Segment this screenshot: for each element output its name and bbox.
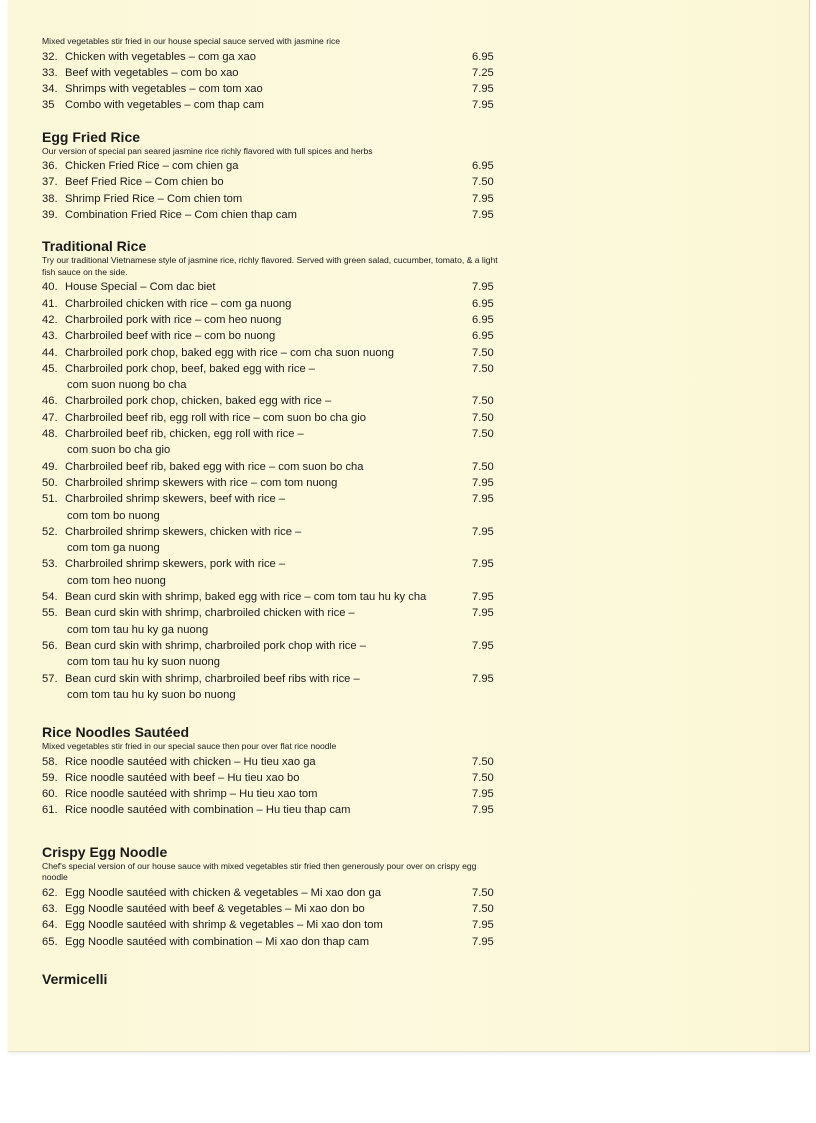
item-name <box>65 410 512 426</box>
item-price: 7.95 <box>472 525 494 538</box>
item-price: 7.50 <box>472 903 494 916</box>
item-number: 45. <box>42 362 58 375</box>
item-name-continued: com tom bo nuong <box>67 509 160 522</box>
item-name-text: Bean curd skin with shrimp, charbroiled pork chop with rice – <box>65 639 366 652</box>
menu-item <box>42 524 512 557</box>
item-price: 7.95 <box>472 591 494 604</box>
menu-item <box>42 393 512 409</box>
item-name-text: Combo with vegetables – com thap cam <box>65 99 264 112</box>
item-name <box>65 901 512 917</box>
item-name <box>65 158 512 174</box>
item-price: 7.95 <box>472 639 494 652</box>
item-number: 40. <box>42 281 58 294</box>
item-name-text: Charbroiled beef rib, chicken, egg roll with rice – <box>65 428 304 441</box>
item-price: 6.95 <box>472 330 494 343</box>
menu-item <box>42 459 512 475</box>
item-price: 7.95 <box>472 209 494 222</box>
item-price: 7.95 <box>472 493 494 506</box>
item-name-text: Charbroiled pork chop, chicken, baked egg with rice – <box>65 395 332 408</box>
section-title: Crispy Egg Noodle <box>42 843 168 860</box>
item-name <box>65 97 512 113</box>
item-number: 61. <box>42 804 58 817</box>
menu-item <box>42 296 512 312</box>
menu-item <box>42 410 512 426</box>
item-number: 63. <box>42 903 58 916</box>
section-description: Chef's special version of our house sauce with mixed vegetables stir fried then generously pour over on crispy egg noodle <box>42 860 477 883</box>
item-number: 58. <box>42 755 58 768</box>
item-number: 32. <box>42 50 58 63</box>
menu-item <box>42 345 512 361</box>
item-name-text: Bean curd skin with shrimp, baked egg with rice – com tom tau hu ky cha <box>65 591 427 604</box>
section-vermicelli <box>42 970 512 988</box>
section-title: Rice Noodles Sautéed <box>42 724 190 741</box>
item-price: 7.95 <box>472 672 494 685</box>
item-number: 65. <box>42 935 58 948</box>
item-name <box>65 345 512 361</box>
item-name <box>65 296 512 312</box>
menu-item <box>42 49 512 65</box>
menu-item <box>42 426 512 459</box>
item-name-text: Egg Noodle sautéed with combination – Mi xao don thap cam <box>65 935 370 948</box>
menu-item <box>42 802 512 818</box>
item-price: 7.50 <box>472 346 494 359</box>
item-price: 7.95 <box>472 281 494 294</box>
item-number: 48. <box>42 428 58 441</box>
menu-item <box>42 97 512 113</box>
menu-item <box>42 312 512 328</box>
section-title: Vermicelli <box>42 970 108 987</box>
menu-item <box>42 475 512 491</box>
item-number: 64. <box>42 919 58 932</box>
item-name-text: Bean curd skin with shrimp, charbroiled chicken with rice – <box>65 607 355 620</box>
menu-item <box>42 917 512 933</box>
item-name <box>65 491 512 524</box>
item-name-text: Egg Noodle sautéed with chicken & vegetables – Mi xao don ga <box>65 886 381 899</box>
section-title: Egg Fried Rice <box>42 128 141 145</box>
item-name <box>65 885 512 901</box>
menu-item <box>42 207 512 223</box>
item-number: 38. <box>42 192 58 205</box>
item-price: 7.50 <box>472 755 494 768</box>
item-price: 6.95 <box>472 160 494 173</box>
item-number: 36. <box>42 160 58 173</box>
menu-item <box>42 491 512 524</box>
item-number: 60. <box>42 788 58 801</box>
section-crispy-egg-noodle <box>42 843 512 950</box>
menu-item <box>42 786 512 802</box>
menu-page <box>42 36 512 988</box>
section-description: Our version of special pan seared jasmine rice richly flavored with full spices and herbs <box>42 145 373 156</box>
item-number: 54. <box>42 591 58 604</box>
menu-item <box>42 328 512 344</box>
item-name-text: Charbroiled shrimp skewers, pork with rice – <box>65 558 286 571</box>
menu-item <box>42 901 512 917</box>
item-number: 46. <box>42 395 58 408</box>
item-name <box>65 934 512 950</box>
item-price: 6.95 <box>472 297 494 310</box>
item-price: 7.25 <box>472 66 494 79</box>
item-price: 7.50 <box>472 460 494 473</box>
item-name <box>65 524 512 557</box>
section-description: Mixed vegetables stir fried in our special sauce then pour over flat rice noodle <box>42 741 337 752</box>
item-name-text: House Special – Com dac biet <box>65 281 216 294</box>
item-price: 6.95 <box>472 313 494 326</box>
item-name-continued: com tom tau hu ky ga nuong <box>67 623 209 636</box>
item-name-text: Charbroiled pork chop, baked egg with rice – com cha suon nuong <box>65 346 394 359</box>
item-number: 59. <box>42 771 58 784</box>
menu-item <box>42 934 512 950</box>
item-name <box>65 393 512 409</box>
item-name-text: Beef with vegetables – com bo xao <box>65 66 239 79</box>
item-price: 7.95 <box>472 558 494 571</box>
menu-item <box>42 589 512 605</box>
item-name-continued: com tom tau hu ky suon bo nuong <box>67 688 236 701</box>
item-name-continued: com tom tau hu ky suon nuong <box>67 656 220 669</box>
menu-item <box>42 158 512 174</box>
menu-item <box>42 770 512 786</box>
menu-item <box>42 885 512 901</box>
menu-item <box>42 65 512 81</box>
item-price: 7.95 <box>472 99 494 112</box>
item-price: 7.95 <box>472 192 494 205</box>
item-name <box>65 312 512 328</box>
item-number: 33. <box>42 66 58 79</box>
menu-item <box>42 638 512 671</box>
item-name-text: Rice noodle sautéed with combination – Hu tieu thap cam <box>65 804 351 817</box>
item-price: 7.50 <box>472 886 494 899</box>
menu-item <box>42 605 512 638</box>
item-name <box>65 328 512 344</box>
item-price: 6.95 <box>472 50 494 63</box>
item-name-text: Charbroiled chicken with rice – com ga nuong <box>65 297 292 310</box>
section-description: Try our traditional Vietnamese style of jasmine rice, richly flavored. Served with green salad, cucumber, tomato, & a light fish sauce on the side. <box>42 255 498 277</box>
item-name <box>65 556 512 589</box>
item-name <box>65 802 512 818</box>
item-name <box>65 754 512 770</box>
item-name-text: Shrimp Fried Rice – Com chien tom <box>65 192 243 205</box>
item-name <box>65 49 512 65</box>
item-name-text: Rice noodle sautéed with beef – Hu tieu xao bo <box>65 771 300 784</box>
item-price: 7.95 <box>472 935 494 948</box>
item-name-text: Chicken Fried Rice – com chien ga <box>65 160 239 173</box>
item-name-continued: com tom ga nuong <box>67 542 160 555</box>
item-number: 53. <box>42 558 58 571</box>
item-number: 44. <box>42 346 58 359</box>
item-name <box>65 589 512 605</box>
item-number: 43. <box>42 330 58 343</box>
item-number: 50. <box>42 476 58 489</box>
item-name-text: Egg Noodle sautéed with beef & vegetables – Mi xao don bo <box>65 903 365 916</box>
item-name <box>65 638 512 671</box>
section-egg-fried-rice <box>42 128 512 224</box>
menu-item <box>42 174 512 190</box>
item-price: 7.50 <box>472 771 494 784</box>
section-rice-with-vegetables <box>42 36 512 114</box>
item-price: 7.95 <box>472 919 494 932</box>
item-number: 42. <box>42 313 58 326</box>
item-name-text: Shrimps with vegetables – com tom xao <box>65 83 263 96</box>
item-name <box>65 174 512 190</box>
item-name-text: Charbroiled beef rib, baked egg with rice – com suon bo cha <box>65 460 364 473</box>
item-number: 47. <box>42 411 58 424</box>
item-name-text: Rice noodle sautéed with shrimp – Hu tieu xao tom <box>65 788 318 801</box>
menu-item <box>42 279 512 295</box>
item-name <box>65 81 512 97</box>
item-name <box>65 361 512 394</box>
item-price: 7.50 <box>472 362 494 375</box>
section-title: Traditional Rice <box>42 238 147 255</box>
item-number: 57. <box>42 672 58 685</box>
item-price: 7.50 <box>472 395 494 408</box>
item-number: 39. <box>42 209 58 222</box>
item-number: 62. <box>42 886 58 899</box>
item-name <box>65 475 512 491</box>
item-number: 49. <box>42 460 58 473</box>
item-name-text: Charbroiled pork chop, beef, baked egg with rice – <box>65 362 316 375</box>
menu-item <box>42 556 512 589</box>
item-name <box>65 65 512 81</box>
item-number: 37. <box>42 176 58 189</box>
item-name-continued: com tom heo nuong <box>67 574 166 587</box>
item-name-text: Charbroiled beef rib, egg roll with rice – com suon bo cha gio <box>65 411 366 424</box>
item-number: 51. <box>42 493 58 506</box>
item-name-text: Charbroiled pork with rice – com heo nuong <box>65 313 282 326</box>
item-name <box>65 605 512 638</box>
menu-item <box>42 361 512 394</box>
item-name <box>65 917 512 933</box>
item-name-text: Charbroiled shrimp skewers with rice – com tom nuong <box>65 476 338 489</box>
item-price: 7.50 <box>472 428 494 441</box>
item-name <box>65 671 512 704</box>
item-name <box>65 191 512 207</box>
item-name-text: Charbroiled shrimp skewers, beef with rice – <box>65 493 286 506</box>
item-name <box>65 786 512 802</box>
item-name <box>65 770 512 786</box>
item-price: 7.95 <box>472 804 494 817</box>
item-number: 35 <box>42 99 55 112</box>
item-name <box>65 459 512 475</box>
item-name-text: Chicken with vegetables – com ga xao <box>65 50 256 63</box>
item-name <box>65 279 512 295</box>
item-number: 34. <box>42 83 58 96</box>
item-number: 56. <box>42 639 58 652</box>
item-name-text: Beef Fried Rice – Com chien bo <box>65 176 224 189</box>
item-price: 7.95 <box>472 607 494 620</box>
item-price: 7.95 <box>472 476 494 489</box>
item-name-text: Egg Noodle sautéed with shrimp & vegetables – Mi xao don tom <box>65 919 383 932</box>
item-name-continued: com suon nuong bo cha <box>67 379 187 392</box>
menu-item <box>42 671 512 704</box>
item-price: 7.50 <box>472 411 494 424</box>
item-price: 7.95 <box>472 83 494 96</box>
item-name-text: Rice noodle sautéed with chicken – Hu tieu xao ga <box>65 755 316 768</box>
item-name-text: Charbroiled shrimp skewers, chicken with rice – <box>65 525 302 538</box>
item-number: 41. <box>42 297 58 310</box>
item-name <box>65 426 512 459</box>
section-description: Mixed vegetables stir fried in our house special sauce served with jasmine rice <box>42 36 341 46</box>
item-price: 7.95 <box>472 788 494 801</box>
item-number: 55. <box>42 607 58 620</box>
item-name-text: Combination Fried Rice – Com chien thap cam <box>65 209 297 222</box>
item-name-continued: com suon bo cha gio <box>67 444 171 457</box>
item-name-text: Bean curd skin with shrimp, charbroiled beef ribs with rice – <box>65 672 360 685</box>
menu-item <box>42 754 512 770</box>
item-name-text: Charbroiled beef with rice – com bo nuong <box>65 330 276 343</box>
menu-item <box>42 191 512 207</box>
item-number: 52. <box>42 525 58 538</box>
section-traditional-rice <box>42 237 512 703</box>
menu-item <box>42 81 512 97</box>
section-rice-noodles-sauteed <box>42 723 512 819</box>
item-name <box>65 207 512 223</box>
item-price: 7.50 <box>472 176 494 189</box>
